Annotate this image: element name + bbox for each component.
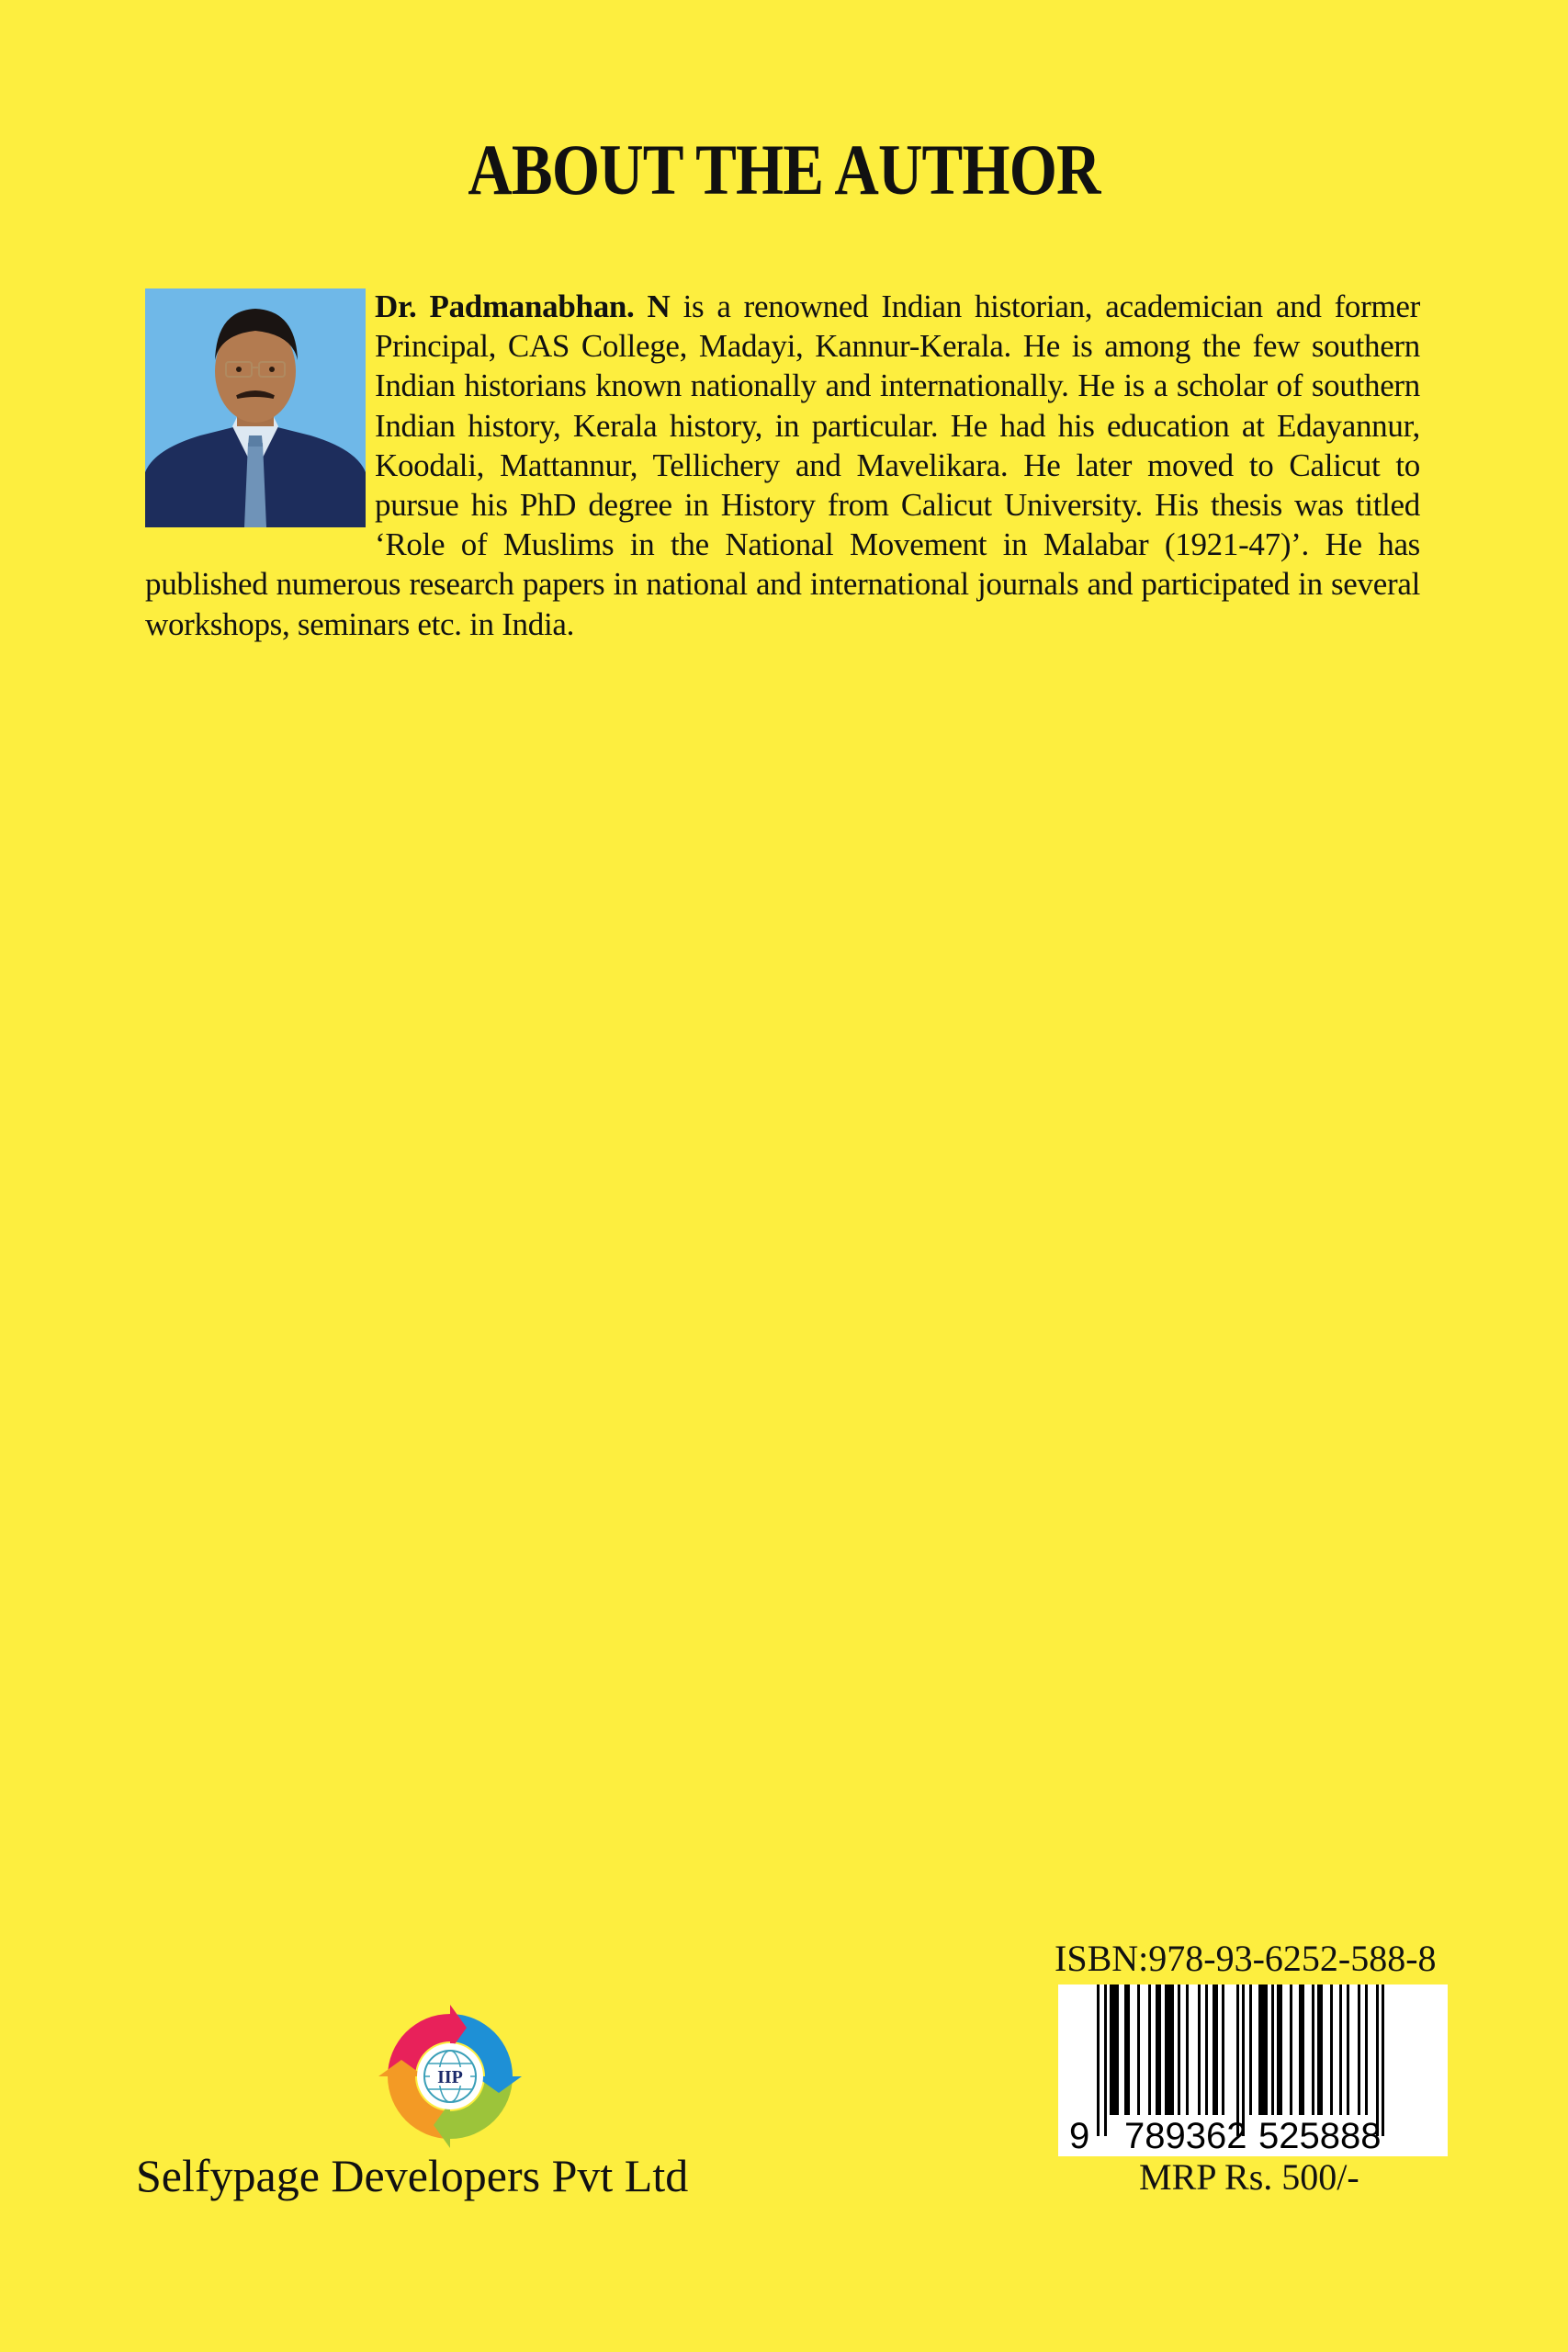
barcode-icon [1058,1984,1448,2156]
price-label: MRP Rs. 500/- [1139,2156,1359,2198]
isbn-label: ISBN:978-93-6252-588-8 [1055,1938,1437,1979]
photo-spacer [145,287,375,527]
isbn-barcode [1058,1984,1448,2156]
publisher-name: Selfypage Developers Pvt Ltd [136,2150,689,2201]
barcode-first-digit: 9 [1069,2116,1090,2156]
page-title: ABOUT THE AUTHOR [468,130,1100,209]
barcode-right-digits: 525888 [1258,2116,1382,2156]
author-bio-text: is a renowned Indian historian, academician and former Principal, CAS College, Madayi, Kannur-Kerala. He is among the few southern Indian historians known nationally and internationally. He is a scholar of southern Indian history, Kerala history, in particular. He had his education at Edayannur, Koodali, Mattannur, Tellichery and Mavelikara. He later moved to Calicut to pursue his PhD degree in History from Calicut University. His thesis was titled ‘Role of Muslims in the National Movement in Malabar (1921-47)’. He has published numerous research papers in national and international journals and participated in several workshops, seminars etc. in India. [145,288,1421,642]
iip-logo-icon [377,2003,524,2150]
barcode-left-digits: 789362 [1124,2116,1247,2156]
author-name: Dr. Padmanabhan. N [375,288,671,324]
logo-center-text: IIP [437,2067,463,2087]
author-bio [145,287,1420,644]
publisher-logo [377,2003,524,2150]
